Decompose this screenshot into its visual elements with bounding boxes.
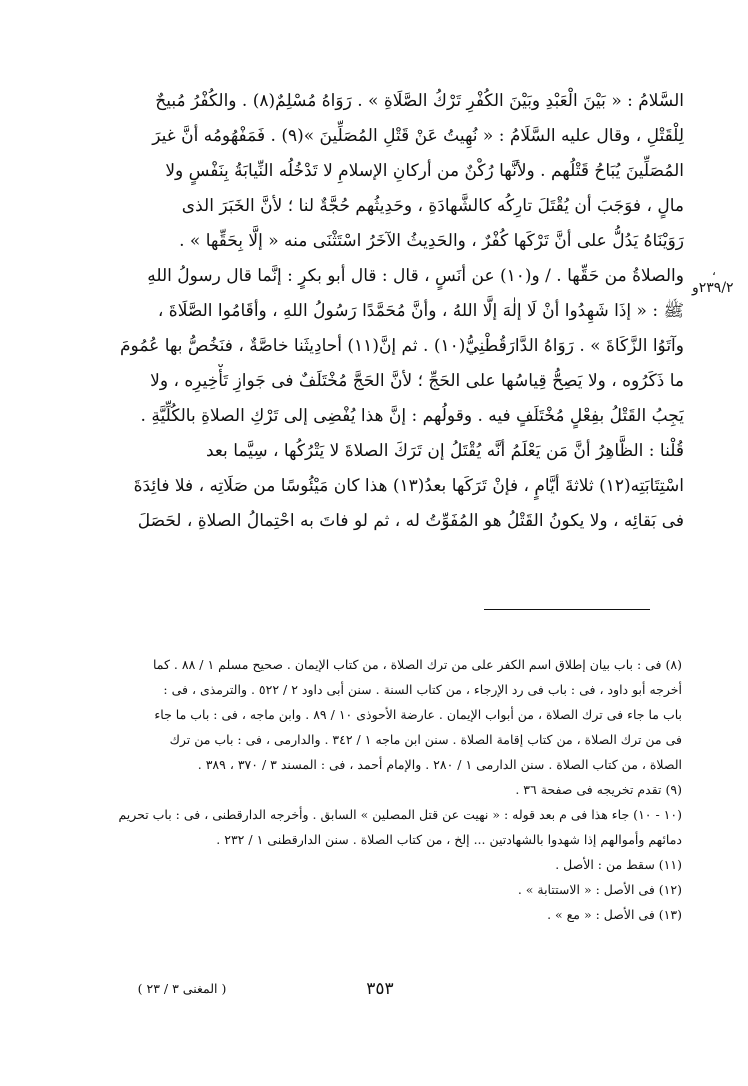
main-text-line: ما ذَكَرُوه ، ولا يَصِحُّ قِياسُها على الحَجِّ ؛ لأنَّ الحَجَّ مُخْتَلَفٌ فى جَوازِ تَأْخِيرِه ، ولا bbox=[150, 371, 684, 391]
main-text-line: ﷺ : « إذَا شَهِدُوا أنْ لَا إلٰهَ إلَّا اللهُ ، وأنَّ مُحَمَّدًا رَسُولُ اللهِ ، وأقَامُوا الصَّلَاةَ ، bbox=[157, 301, 684, 321]
main-text-line: مالٍ ، فوَجَبَ أن يُقْتَلَ تارِكُه كالشَّهادَةِ ، وحَدِيثُهم حُجَّةٌ لنا ؛ لأنَّ الخَبَرَ الذى bbox=[181, 196, 684, 216]
main-text-line: المُصَلِّينَ يُبَاحُ قَتْلُهم . ولأنَّها رُكْنٌ من أركانِ الإسلامِ لا تَدْخُلُه النِّيابَةُ بِنَفْسٍ ولا bbox=[165, 161, 684, 181]
footnote-line: (٨) فى : باب بيان إطلاق اسم الكفر على من ترك الصلاة ، من كتاب الإيمان . صحيح مسلم ١ / ٨٨ . كما bbox=[152, 657, 682, 672]
footnotes-block bbox=[96, 652, 682, 927]
main-text-line: قُلْنا : الظَّاهِرُ أنَّ مَن يَعْلَمُ أنَّه يُقْتَلُ إن تَرَكَ الصلاةَ لا يَتْرُكُها ، سِيَّما بعد bbox=[205, 441, 684, 461]
main-text-block bbox=[92, 84, 684, 539]
footnote-line: أخرجه أبو داود ، فى : باب فى رد الإرجاء ، من كتاب السنة . سنن أبى داود ٢ / ٥٢٢ . والترمذى ، فى : bbox=[163, 682, 682, 697]
main-text-line: اسْتِتَابَتِه(١٢) ثلاثةَ أيَّامٍ ، فإنْ تَرَكَها بعدُ(١٣) هذا كان مَيْئُوسًا من صَلَاتِه ، فلا فائِدَةَ bbox=[133, 476, 684, 496]
main-text-line: وآتَوُا الزَّكَاةَ » . رَوَاهُ الدَّارَقُطْنِيُّ(١٠) . ثم إنَّ(١١) أحادِيثَنا خاصَّةٌ ، فنَخُصُّ بها عُمُومَ bbox=[120, 336, 684, 356]
footnote-separator bbox=[484, 609, 650, 610]
footnote-line: (١٢) فى الأصل : « الاستتابة » . bbox=[517, 882, 682, 897]
footnote-line: دمائهم وأموالهم إذا شهدوا بالشهادتين ... إلخ ، من كتاب الصلاة . سنن الدارقطنى ١ / ٢٣٢ . bbox=[216, 832, 682, 847]
main-text-line: رَوَيْنَاهُ يَدُلُّ على أنَّ تَرْكَها كُفْرٌ ، والحَدِيثُ الآخَرُ اسْتَثْنَى منه « إلَّا بِحَقِّها » . bbox=[179, 231, 684, 251]
main-text-line: فى بَقائِه ، ولا يكونُ القَتْلُ هو المُفَوِّتُ له ، ثم لو فاتَ به احْتِمالُ الصلاةِ ، لحَصَلَ bbox=[137, 511, 684, 531]
footnote-line: الصلاة ، من كتاب الصلاة . سنن الدارمى ١ / ٢٨٠ . والإمام أحمد ، فى : المسند ٣ / ٣٧٠ ، ٣٨٩ . bbox=[197, 757, 682, 772]
main-text-line: لِلْقَتْلِ ، وقال عليه السَّلَامُ : « نُهِيتُ عَنْ قَتْلِ المُصَلِّينَ »(٩) . فَمَفْهُومُه أنَّ غيرَ bbox=[152, 126, 684, 146]
page-number: ٣٥٣ bbox=[366, 979, 394, 999]
main-text-line: السَّلامُ : « بَيْنَ الْعَبْدِ وبَيْنَ الكُفْرِ تَرْكُ الصَّلَاةِ » . رَوَاهُ مُسْلِمٌ(٨) . والكُفْرُ مُبيحٌ bbox=[155, 91, 684, 111]
margin-mark: ، bbox=[712, 264, 716, 278]
main-text-line: والصلاةُ من حَقِّها . / و(١٠) عن أنَسٍ ، قال : قال أبو بكرٍ : إنَّما قال رسولُ اللهِ bbox=[147, 266, 684, 286]
footnote-line: فى من ترك الصلاة ، من كتاب إقامة الصلاة . سنن ابن ماجه ١ / ٣٤٢ . والدارمى ، فى : باب من ترك bbox=[169, 732, 682, 747]
footnote-line: باب ما جاء فى ترك الصلاة ، من أبواب الإيمان . عارضة الأحوذى ١٠ / ٨٩ . وابن ماجه ، فى : باب ما جاء bbox=[154, 707, 682, 722]
footnote-line: (١٣) فى الأصل : « مع » . bbox=[547, 907, 682, 922]
manuscript-folio-marker: ٢٣٩/٢و bbox=[692, 280, 734, 296]
main-text-line: يَجِبُ القَتْلُ بفِعْلٍ مُخْتَلَفٍ فيه . وقولُهم : إنَّ هذا يُفْضِى إلى تَرْكِ الصلاةِ بالكُلِّيَّةِ . bbox=[140, 406, 684, 426]
footnote-line: (١٠ - ١٠) جاء هذا فى م بعد قوله : « نهيت عن قتل المصلين » السابق . وأخرجه الدارقطنى ، فى : باب تحريم bbox=[118, 807, 682, 822]
footnote-line: (١١) سقط من : الأصل . bbox=[555, 857, 682, 872]
printer-signature: ( المغنى ٣ / ٢٣ ) bbox=[137, 981, 227, 996]
footnote-line: (٩) تقدم تخريجه فى صفحة ٣٦ . bbox=[515, 782, 682, 797]
